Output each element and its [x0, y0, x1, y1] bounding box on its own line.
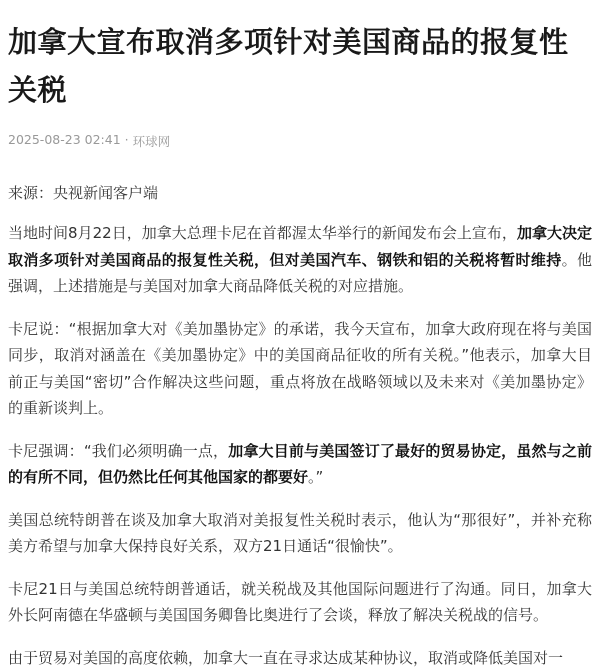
paragraph-2: 卡尼说：“根据加拿大对《美加墨协定》的承诺，我今天宣布，加拿大政府现在将与美国同步，取消对涵盖在《美加墨协定》中的美国商品征收的所有关税。”他表示，加拿大目前正与美国“密切”合作解决这些问题，重点将放在战略领域以及未来对《美加墨协定》的重新谈判上。: [8, 316, 592, 422]
paragraph-3-text: 卡尼强调：“我们必须明确一点，: [8, 442, 228, 460]
source-line: 来源：央视新闻客户端: [8, 180, 592, 206]
paragraph-6: 由于贸易对美国的高度依赖，加拿大一直在寻求达成某种协议，取消或降低美国对一: [8, 645, 592, 671]
paragraph-1-tail: 。他强调，上述措施是与美国对加拿大商品降低关税的对应措施。: [8, 251, 592, 296]
meta-separator: ·: [125, 132, 129, 150]
paragraph-5: 卡尼21日与美国总统特朗普通话，就关税战及其他国际问题进行了沟通。同日，加拿大外长阿南德在华盛顿与美国国务卿鲁比奥进行了会谈，释放了解决关税战的信号。: [8, 576, 592, 629]
paragraph-1: [8, 220, 592, 300]
publisher-name[interactable]: 环球网: [133, 132, 171, 150]
paragraph-1-text: 当地时间8月22日，加拿大总理卡尼在首都渥太华举行的新闻发布会上宣布，: [8, 224, 517, 242]
paragraph-1-highlight: 加拿大决定取消多项针对美国商品的报复性关税，但对美国汽车、钢铁和铝的关税将暂时维持: [8, 224, 592, 269]
article-title: 加拿大宣布取消多项针对美国商品的报复性关税: [8, 18, 592, 114]
paragraph-3-highlight: 加拿大目前与美国签订了最好的贸易协定，虽然与之前的有所不同，但仍然比任何其他国家的都要好: [8, 442, 592, 487]
paragraph-4: 美国总统特朗普在谈及加拿大取消对美报复性关税时表示，他认为“那很好”，并补充称美方希望与加拿大保持良好关系，双方21日通话“很愉快”。: [8, 507, 592, 560]
article-meta: [8, 132, 592, 150]
paragraph-3-tail: 。”: [308, 468, 323, 486]
paragraph-3: [8, 438, 592, 491]
publish-date: 2025-08-23 02:41: [8, 132, 121, 150]
